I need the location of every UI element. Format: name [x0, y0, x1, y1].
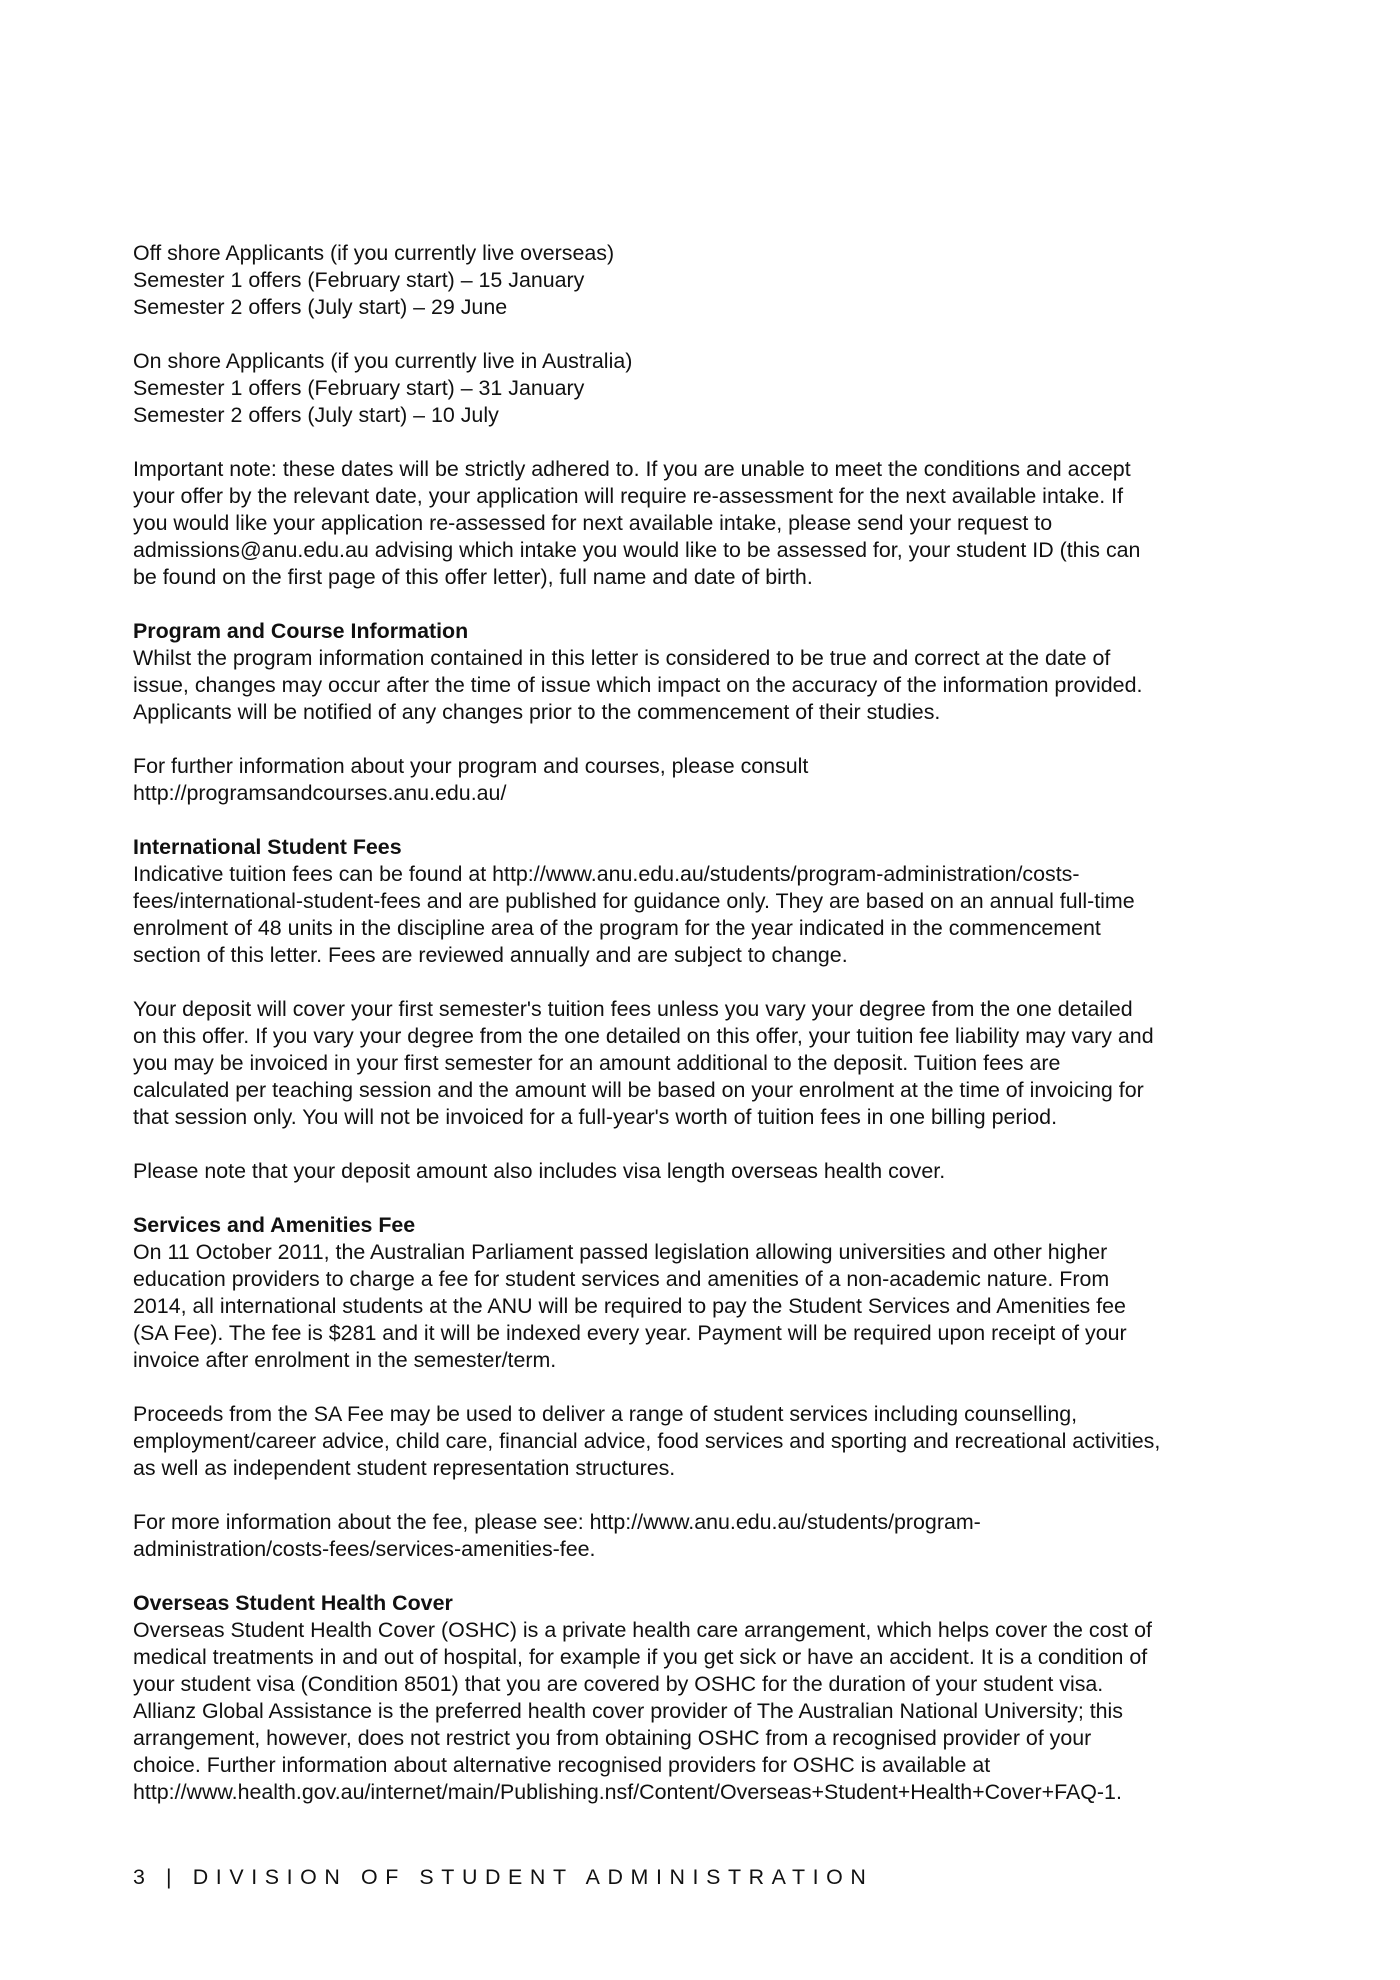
- offshore-semester-1: Semester 1 offers (February start) – 15 January: [133, 268, 585, 292]
- health-note: [133, 1158, 1273, 1185]
- sa-fee-heading: Services and Amenities Fee: [133, 1213, 416, 1237]
- paragraph-line: arrangement, however, does not restrict you from obtaining OSHC from a recognised provider of your: [133, 1726, 1092, 1750]
- fees-section: [133, 834, 1273, 969]
- program-info-section: [133, 618, 1273, 726]
- paragraph-line: medical treatments in and out of hospital, for example if you get sick or have an accident. It is a condition of: [133, 1645, 1148, 1669]
- paragraph-line: as well as independent student representation structures.: [133, 1456, 676, 1480]
- paragraph-line: Overseas Student Health Cover (OSHC) is a private health care arrangement, which helps cover the cost of: [133, 1618, 1152, 1642]
- paragraph-line: Indicative tuition fees can be found at http://www.anu.edu.au/students/program-administration/costs-: [133, 862, 1080, 886]
- paragraph-line: employment/career advice, child care, financial advice, food services and sporting and recreational activities,: [133, 1429, 1161, 1453]
- paragraph-line: you may be invoiced in your first semester for an amount additional to the deposit. Tuition fees are: [133, 1051, 1061, 1075]
- paragraph-line: be found on the first page of this offer letter), full name and date of birth.: [133, 565, 813, 589]
- offshore-heading: Off shore Applicants (if you currently live overseas): [133, 241, 615, 265]
- paragraph-line: On 11 October 2011, the Australian Parliament passed legislation allowing universities and other higher: [133, 1240, 1108, 1264]
- paragraph-line: your student visa (Condition 8501) that you are covered by OSHC for the duration of your student visa.: [133, 1672, 1104, 1696]
- offshore-dates: [133, 240, 1273, 321]
- paragraph-line: that session only. You will not be invoiced for a full-year's worth of tuition fees in one billing period.: [133, 1105, 1058, 1129]
- paragraph-line: on this offer. If you vary your degree from the one detailed on this offer, your tuition fee liability may vary and: [133, 1024, 1154, 1048]
- paragraph-line: you would like your application re-assessed for next available intake, please send your request to: [133, 511, 1053, 535]
- paragraph-line: For more information about the fee, please see: http://www.anu.edu.au/students/program-: [133, 1510, 981, 1534]
- paragraph-line: education providers to charge a fee for student services and amenities of a non-academic nature. From: [133, 1267, 1110, 1291]
- sa-fee-more-info: [133, 1509, 1273, 1563]
- paragraph-line: For further information about your program and courses, please consult: [133, 754, 809, 778]
- sa-fee-proceeds: [133, 1401, 1273, 1482]
- paragraph-line: Important note: these dates will be strictly adhered to. If you are unable to meet the conditions and accept: [133, 457, 1131, 481]
- offshore-semester-2: Semester 2 offers (July start) – 29 June: [133, 295, 508, 319]
- onshore-dates: [133, 348, 1273, 429]
- paragraph-line: Allianz Global Assistance is the preferred health cover provider of The Australian National University; this: [133, 1699, 1124, 1723]
- paragraph-line: Whilst the program information contained in this letter is considered to be true and correct at the date of: [133, 646, 1111, 670]
- oshc-url: http://www.health.gov.au/internet/main/Publishing.nsf/Content/Overseas+Student+Health+Cover+FAQ-1.: [133, 1780, 1122, 1804]
- paragraph-line: enrolment of 48 units in the discipline area of the program for the year indicated in the commencement: [133, 916, 1101, 940]
- paragraph-line: Your deposit will cover your first semester's tuition fees unless you vary your degree from the one detailed: [133, 997, 1133, 1021]
- onshore-semester-1: Semester 1 offers (February start) – 31 January: [133, 376, 585, 400]
- paragraph-line: section of this letter. Fees are reviewed annually and are subject to change.: [133, 943, 848, 967]
- page-footer: 3 | DIVISION OF STUDENT ADMINISTRATION: [133, 1865, 874, 1889]
- letter-page: [133, 240, 1273, 1833]
- oshc-section: [133, 1590, 1273, 1806]
- paragraph-line: admissions@anu.edu.au advising which intake you would like to be assessed for, your student ID (this can: [133, 538, 1141, 562]
- fees-heading: International Student Fees: [133, 835, 402, 859]
- important-note: [133, 456, 1273, 591]
- oshc-heading: Overseas Student Health Cover: [133, 1591, 453, 1615]
- paragraph-line: (SA Fee). The fee is $281 and it will be indexed every year. Payment will be required upon receipt of your: [133, 1321, 1127, 1345]
- paragraph-line: Applicants will be notified of any changes prior to the commencement of their studies.: [133, 700, 941, 724]
- program-further-info: [133, 753, 1273, 807]
- program-info-heading: Program and Course Information: [133, 619, 469, 643]
- paragraph-line: administration/costs-fees/services-amenities-fee.: [133, 1537, 596, 1561]
- paragraph-line: Please note that your deposit amount also includes visa length overseas health cover.: [133, 1159, 946, 1183]
- paragraph-line: choice. Further information about alternative recognised providers for OSHC is available at: [133, 1753, 991, 1777]
- programs-url: http://programsandcourses.anu.edu.au/: [133, 781, 507, 805]
- paragraph-line: issue, changes may occur after the time of issue which impact on the accuracy of the information provided.: [133, 673, 1143, 697]
- deposit-paragraph: [133, 996, 1273, 1131]
- paragraph-line: Proceeds from the SA Fee may be used to deliver a range of student services including counselling,: [133, 1402, 1078, 1426]
- onshore-semester-2: Semester 2 offers (July start) – 10 July: [133, 403, 499, 427]
- paragraph-line: invoice after enrolment in the semester/term.: [133, 1348, 557, 1372]
- paragraph-line: fees/international-student-fees and are published for guidance only. They are based on an annual full-time: [133, 889, 1135, 913]
- paragraph-line: calculated per teaching session and the amount will be based on your enrolment at the time of invoicing for: [133, 1078, 1144, 1102]
- paragraph-line: your offer by the relevant date, your application will require re-assessment for the next available intake. If: [133, 484, 1124, 508]
- paragraph-line: 2014, all international students at the ANU will be required to pay the Student Services and Amenities fee: [133, 1294, 1126, 1318]
- onshore-heading: On shore Applicants (if you currently live in Australia): [133, 349, 633, 373]
- sa-fee-section: [133, 1212, 1273, 1374]
